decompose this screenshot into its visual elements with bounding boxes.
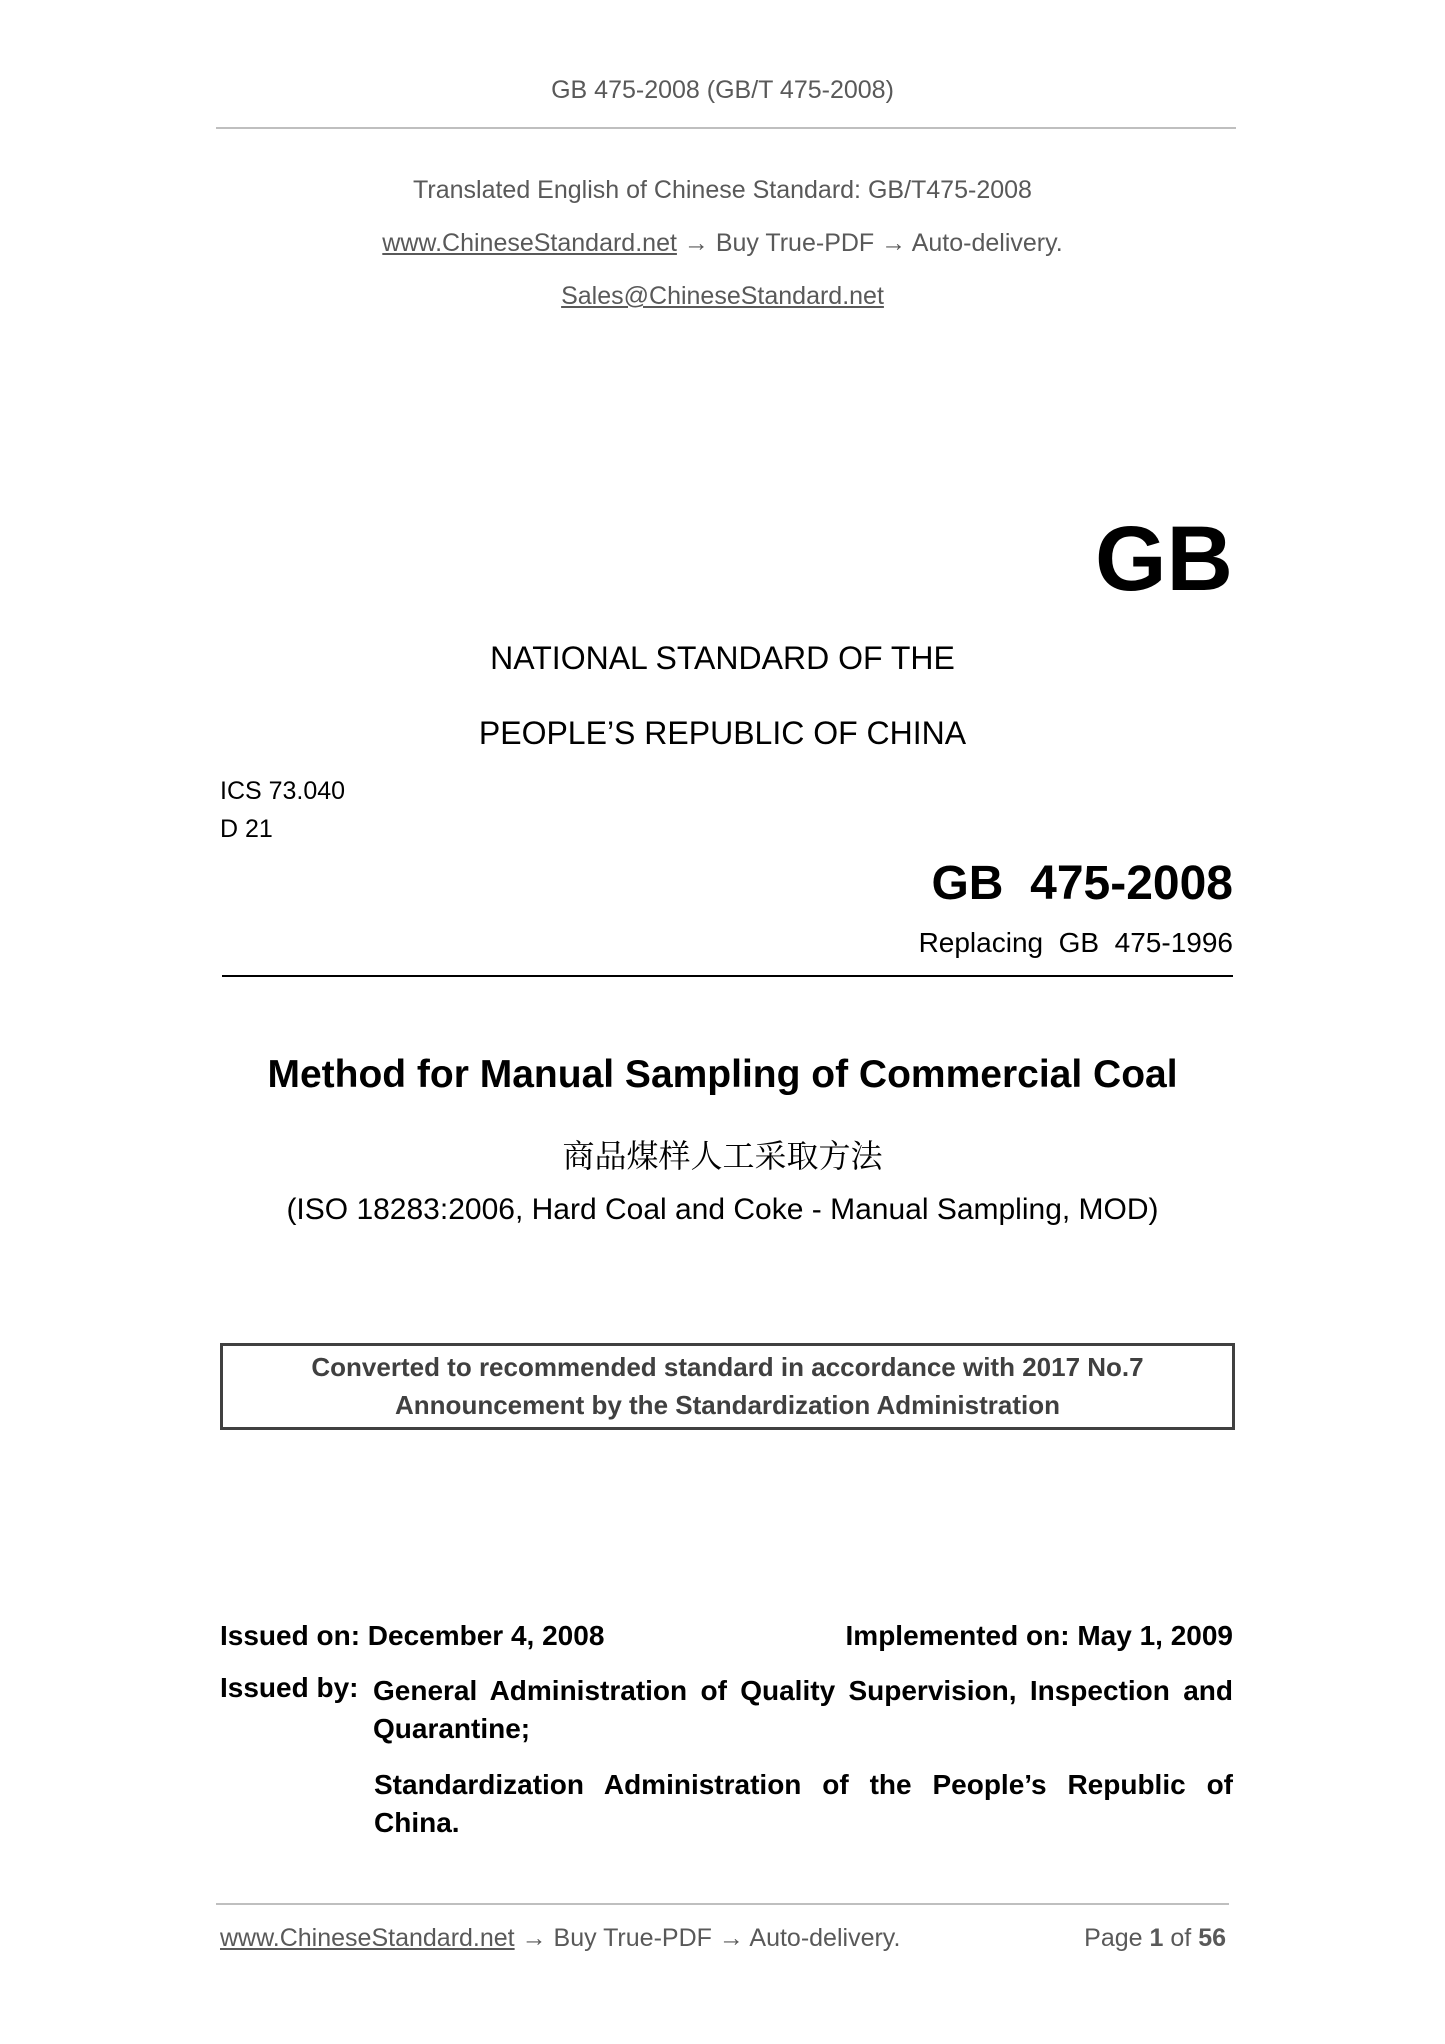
page-label: Page (1084, 1924, 1143, 1952)
page-of: of (1170, 1924, 1192, 1952)
national-standard-line-1: NATIONAL STANDARD OF THE (490, 640, 955, 676)
conversion-notice-box (220, 1343, 1235, 1430)
conversion-notice-line-1: Converted to recommended standard in accordance with 2017 No.7 (311, 1352, 1144, 1382)
promo-line (0, 229, 1445, 258)
standard-number: GB 475-2008 (931, 857, 1233, 910)
translated-notice: Translated English of Chinese Standard: GB/T475-2008 (413, 176, 1032, 204)
running-header: GB 475-2008 (GB/T 475-2008) (551, 76, 894, 104)
footer-site-link[interactable]: www.ChineseStandard.net (220, 1924, 515, 1952)
promo-text: → Buy True-PDF → Auto-delivery. (676, 229, 1063, 257)
national-standard-line-2: PEOPLE’S REPUBLIC OF CHINA (478, 715, 967, 751)
page-total: 56 (1198, 1924, 1226, 1952)
footer-promo (220, 1924, 900, 1953)
english-title: Method for Manual Sampling of Commercial Coal (267, 1053, 1178, 1096)
sales-email-link[interactable]: Sales@ChineseStandard.net (561, 282, 884, 310)
issuer-aqsiq: General Administration of Quality Supervision, Inspection and Quarantine; (373, 1675, 1233, 1744)
issuer-sac: Standardization Administration of the People’s Republic of China. (374, 1769, 1233, 1838)
sales-line (0, 282, 1445, 311)
issued-on-date: Issued on: December 4, 2008 (220, 1620, 605, 1651)
conversion-notice-line-2: Announcement by the Standardization Administration (395, 1390, 1060, 1420)
page-indicator (1084, 1924, 1226, 1953)
issued-by-label: Issued by: (220, 1672, 359, 1703)
implemented-on-date: Implemented on: May 1, 2009 (845, 1620, 1233, 1651)
title-divider (222, 975, 1233, 977)
ics-code: ICS 73.040 (220, 777, 346, 805)
replacing-note: Replacing GB 475-1996 (918, 927, 1233, 958)
gb-logo: GB (1095, 508, 1233, 610)
footer-promo-text: → Buy True-PDF → Auto-delivery. (514, 1924, 901, 1952)
site-link[interactable]: www.ChineseStandard.net (382, 229, 677, 257)
iso-reference: (ISO 18283:2006, Hard Coal and Coke - Manual Sampling, MOD) (286, 1193, 1159, 1226)
footer-divider (216, 1903, 1229, 1905)
page-current: 1 (1149, 1924, 1164, 1952)
header-divider (216, 127, 1236, 129)
ccs-code: D 21 (220, 815, 273, 843)
chinese-title: 商品煤样人工采取方法 (562, 1137, 883, 1175)
